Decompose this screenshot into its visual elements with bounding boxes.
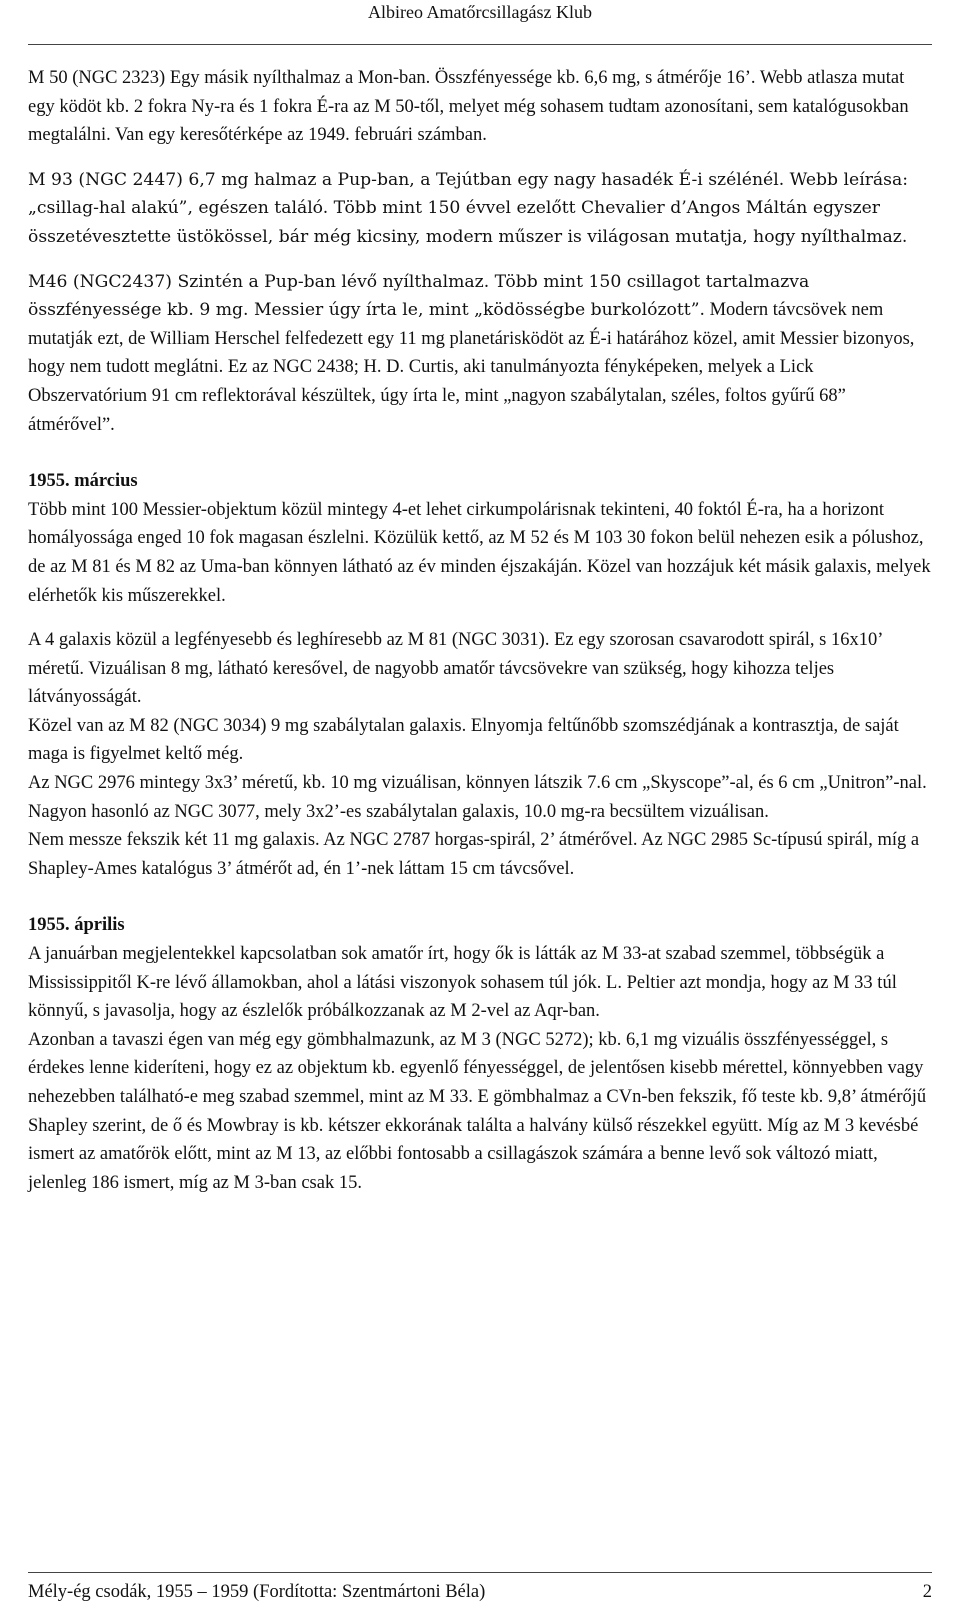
paragraph-march-3: Közel van az M 82 (NGC 3034) 9 mg szabálytalan galaxis. Elnyomja feltűnőbb szomszédjának a kontrasztja, de saját maga is figyelmet keltő még.	[28, 715, 899, 765]
heading-april-month: április	[74, 915, 125, 936]
paragraph-m46-part1: M46 (NGC2437) Szintén a Pup-ban lévő nyílthalmaz. Több mint 150 csillagot tartalmazva összfényessége kb. 9 mg. Messier úgy írta le, mint „ködösségbe burkolózott”.	[28, 271, 810, 321]
section-heading-march	[28, 467, 933, 496]
header-divider	[28, 44, 932, 45]
paragraph-march-4: Az NGC 2976 mintegy 3x3’ méretű, kb. 10 mg vizuálisan, könnyen látszik 7.6 cm „Skyscope”-al, és 6 cm „Unitron”-nal. Nagyon hasonló az NGC 3077, mely 3x2’-es szabálytalan galaxis, 10.0 mg-ra becsültem vizuálisan.	[28, 773, 927, 822]
paragraph-april-2: Azonban a tavaszi égen van még egy gömbhalmazunk, az M 3 (NGC 5272); kb. 6,1 mg vizuális összfényességgel, s érdekes lenne kideríteni, hogy ez az objektum kb. egyenlő fényességgel, de jelentősen kisebb mérettel, könnyebben vagy nehezebben található-e meg szabad szemmel, mint az M 33. E gömbhalmaz a CVn-ben fekszik, fő teste kb. 9,8’ átmérőjű Shapley szerint, de ő és Mowbray is kb. kétszer ekkorának találta a halvány külső részekkel együtt. Míg az M 3 kevésbé ismert az amatőrök előtt, mint az M 13, az előbbi fontosabb a csillagászok számára a benne levő sok változó miatt, jelenleg 186 ismert, míg az M 3-ban csak 15.	[28, 1029, 927, 1193]
paragraph-m93: M 93 (NGC 2447) 6,7 mg halmaz a Pup-ban, a Tejútban egy nagy hasadék É-i szélénél. Webb leírása: „csillag-hal alakú”, egészen találó. Több mint 150 évvel ezelőtt Chevalier d’Angos Máltán egyszer összetévesztette üstökössel, bár még kicsiny, modern műszer is világosan mutatja, hogy nyílthalmaz.	[28, 169, 909, 247]
heading-march-month: március	[74, 471, 138, 492]
footer-divider	[28, 1572, 932, 1573]
header-title: Albireo Amatőrcsillagász Klub	[368, 2, 592, 22]
paragraph-m46	[28, 268, 933, 440]
paragraph-march-2: A 4 galaxis közül a legfényesebb és leghíresebb az M 81 (NGC 3031). Ez egy szorosan csavarodott spirál, s 16x10’ méretű. Vizuálisan 8 mg, látható keresővel, de nagyobb amatőr távcsövekre van szükség, hogy kihozza teljes látványosságát.	[28, 630, 883, 708]
page-number: 2	[922, 1582, 932, 1602]
paragraph-march-1: Több mint 100 Messier-objektum közül mintegy 4-et lehet cirkumpolárisnak tekinteni, 40 foktól É-ra, ha a horizont homályossága enged 10 fok magasan észlelni. Közülük kettő, az M 52 és M 103 30 fokon belül nehezen esik a pólushoz, de az M 81 és M 82 az Uma-ban könnyen látható az év minden éjszakáján. Közel van hozzájuk két másik galaxis, melyek elérhetők kis műszerekkel.	[28, 499, 931, 606]
page-header	[0, 0, 960, 45]
paragraph-m46-part2: Modern távcsövek nem mutatják ezt, de William Herschel felfedezett egy 11 mg planetárisködöt az É-i határához közel, amit Messier bizonyos, hogy nem tudott meglátni. Ez az NGC 2438; H. D. Curtis, aki tanulmányozta fényképeken, melyek a Lick Obszervatórium 91 cm reflektorával készültek, úgy írta le, mint „nagyon szabálytalan, széles, foltos gyűrű 68” átmérővel”.	[28, 300, 915, 435]
heading-march-year: 1955.	[28, 471, 70, 492]
footer-citation: Mély-ég csodák, 1955 – 1959 (Fordította: Szentmártoni Béla)	[28, 1582, 486, 1602]
paragraph-april-1: A januárban megjelentekkel kapcsolatban sok amatőr írt, hogy ők is látták az M 33-at szabad szemmel, többségük a Mississippitől K-re lévő államokban, ahol a látási viszonyok sohasem túl jók. L. Peltier azt mondja, hogy az M 33 túl könnyű, s javasolja, hogy az észlelők próbálkozzanak az M 2-vel az Aqr-ban.	[28, 944, 897, 1022]
document-body	[28, 64, 933, 1197]
paragraph-march-5: Nem messze fekszik két 11 mg galaxis. Az NGC 2787 horgas-spirál, 2’ átmérővel. Az NGC 2985 Sc-típusú spirál, míg a Shapley-Ames katalógus 3’ átmérőt ad, én 1’-nek láttam 15 cm távcsővel.	[28, 830, 920, 879]
paragraph-m50: M 50 (NGC 2323) Egy másik nyílthalmaz a Mon-ban. Összfényessége kb. 6,6 mg, s átmérője 16’. Webb atlasza mutat egy ködöt kb. 2 fokra Ny-ra és 1 fokra É-ra az M 50-től, melyet még sohasem tudtam azonosítani, sem katalógusokban megtalálni. Van egy keresőtérképe az 1949. februári számban.	[28, 68, 909, 146]
section-heading-april	[28, 911, 933, 940]
heading-april-year: 1955.	[28, 915, 70, 936]
